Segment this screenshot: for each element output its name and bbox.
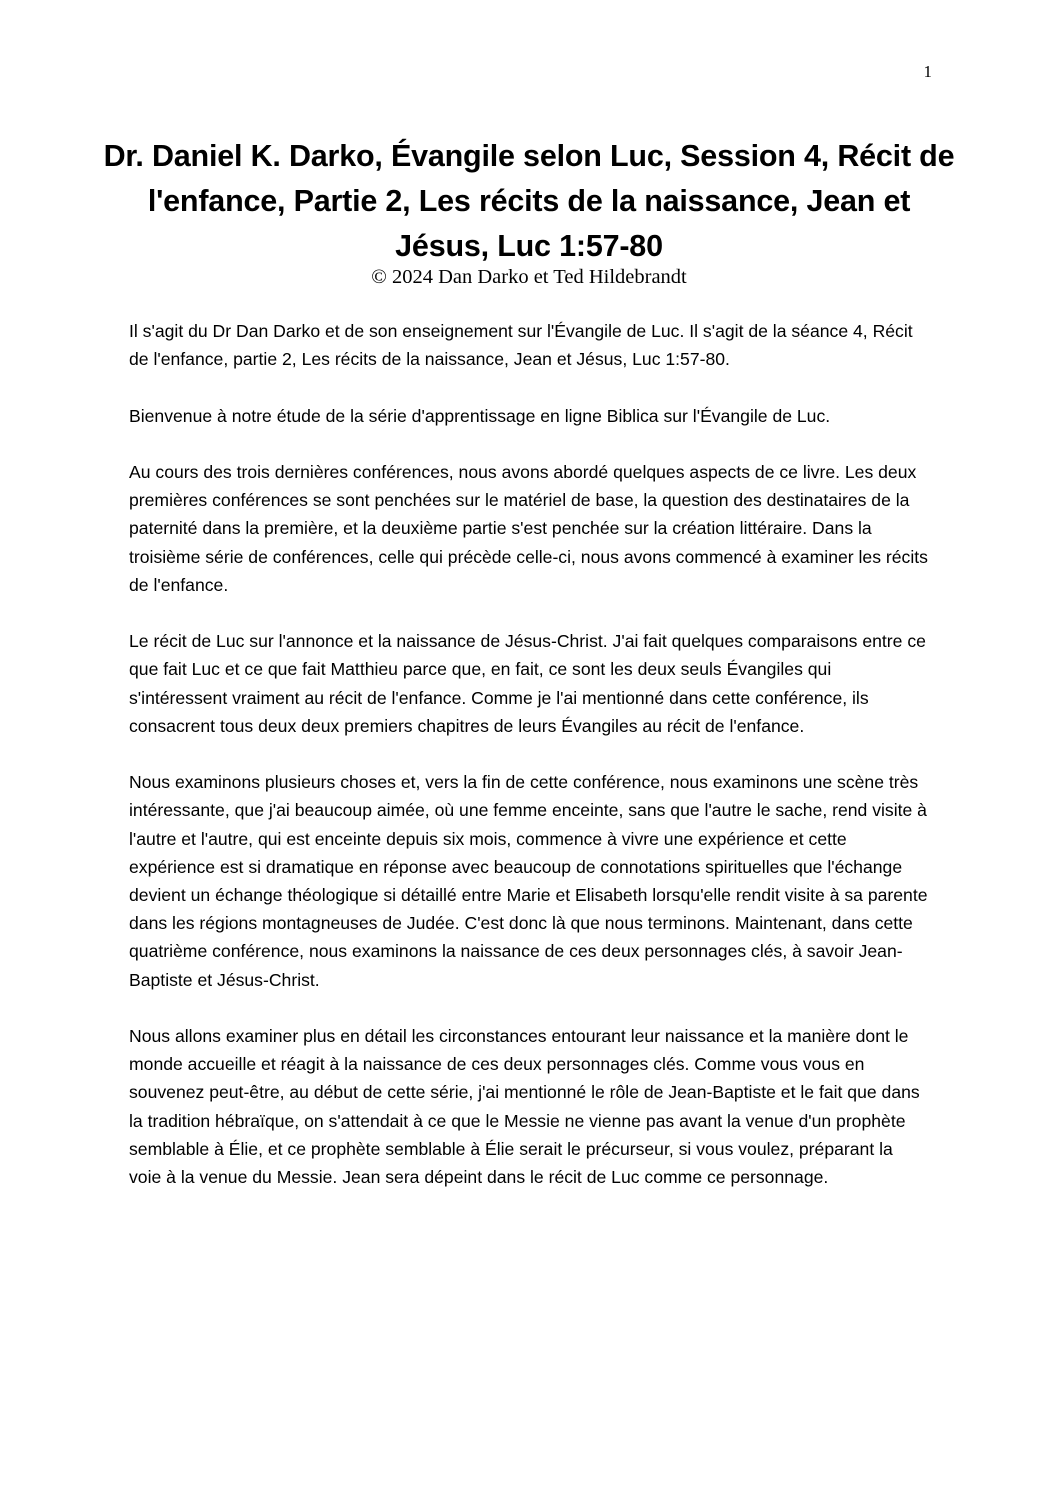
paragraph-6: Nous allons examiner plus en détail les circonstances entourant leur naissance et la manière dont le monde accueille et réagit à la naissance de ces deux personnages clés. Comme vous vous en souvenez peut-être, au début de cette série, j'ai mentionné le rôle de Jean-Baptiste et le fait que dans la tradition hébraïque, on s'attendait à ce que le Messie ne vienne pas avant la venue d'un prophète semblable à Élie, et ce prophète semblable à Élie serait le précurseur, si vous voulez, préparant la voie à la venue du Messie. Jean sera dépeint dans le récit de Luc comme ce personnage. xyxy=(129,1026,920,1188)
paragraph-4: Le récit de Luc sur l'annonce et la naissance de Jésus-Christ. J'ai fait quelques comparaisons entre ce que fait Luc et ce que fait Matthieu parce que, en fait, ce sont les deux seuls Évangiles qui s'intéressent vraiment au récit de l'enfance. Comme je l'ai mentionné dans cette conférence, ils consacrent tous deux deux premiers chapitres de leurs Évangiles au récit de l'enfance. xyxy=(129,631,926,736)
document-body xyxy=(129,317,929,1219)
paragraph-3: Au cours des trois dernières conférences, nous avons abordé quelques aspects de ce livre. Les deux premières conférences se sont penchées sur le matériel de base, la question des destinataires de la paternité dans la première, et la deuxième partie s'est penchée sur la création littéraire. Dans la troisième série de conférences, celle qui précède celle-ci, nous avons commencé à examiner les récits de l'enfance. xyxy=(129,461,928,595)
paragraph-1: Il s'agit du Dr Dan Darko et de son enseignement sur l'Évangile de Luc. Il s'agit de la séance 4, Récit de l'enfance, partie 2, Les récits de la naissance, Jean et Jésus, Luc 1:57-80. xyxy=(129,321,913,370)
page-number: 1 xyxy=(923,62,932,81)
document-title: Dr. Daniel K. Darko, Évangile selon Luc, Session 4, Récit de l'enfance, Partie 2, Les récits de la naissance, Jean et Jésus, Luc 1:57-80 xyxy=(103,139,955,263)
paragraph-2: Bienvenue à notre étude de la série d'apprentissage en ligne Biblica sur l'Évangile de Luc. xyxy=(129,405,831,426)
copyright-notice: © 2024 Dan Darko et Ted Hildebrandt xyxy=(371,266,687,288)
title-block xyxy=(100,134,958,290)
paragraph-5: Nous examinons plusieurs choses et, vers la fin de cette conférence, nous examinons une scène très intéressante, que j'ai beaucoup aimée, où une femme enceinte, sans que l'autre le sache, rend visite à l'autre et l'autre, qui est enceinte depuis six mois, commence à vivre une expérience et cette expérience est si dramatique en réponse avec beaucoup de connotations spirituelles que l'échange devient un échange théologique si détaillé entre Marie et Elisabeth lorsqu'elle rendit visite à sa parente dans les régions montagneuses de Judée. C'est donc là que nous terminons. Maintenant, dans cette quatrième conférence, nous examinons la naissance de ces deux personnages clés, à savoir Jean-Baptiste et Jésus-Christ. xyxy=(129,772,928,990)
